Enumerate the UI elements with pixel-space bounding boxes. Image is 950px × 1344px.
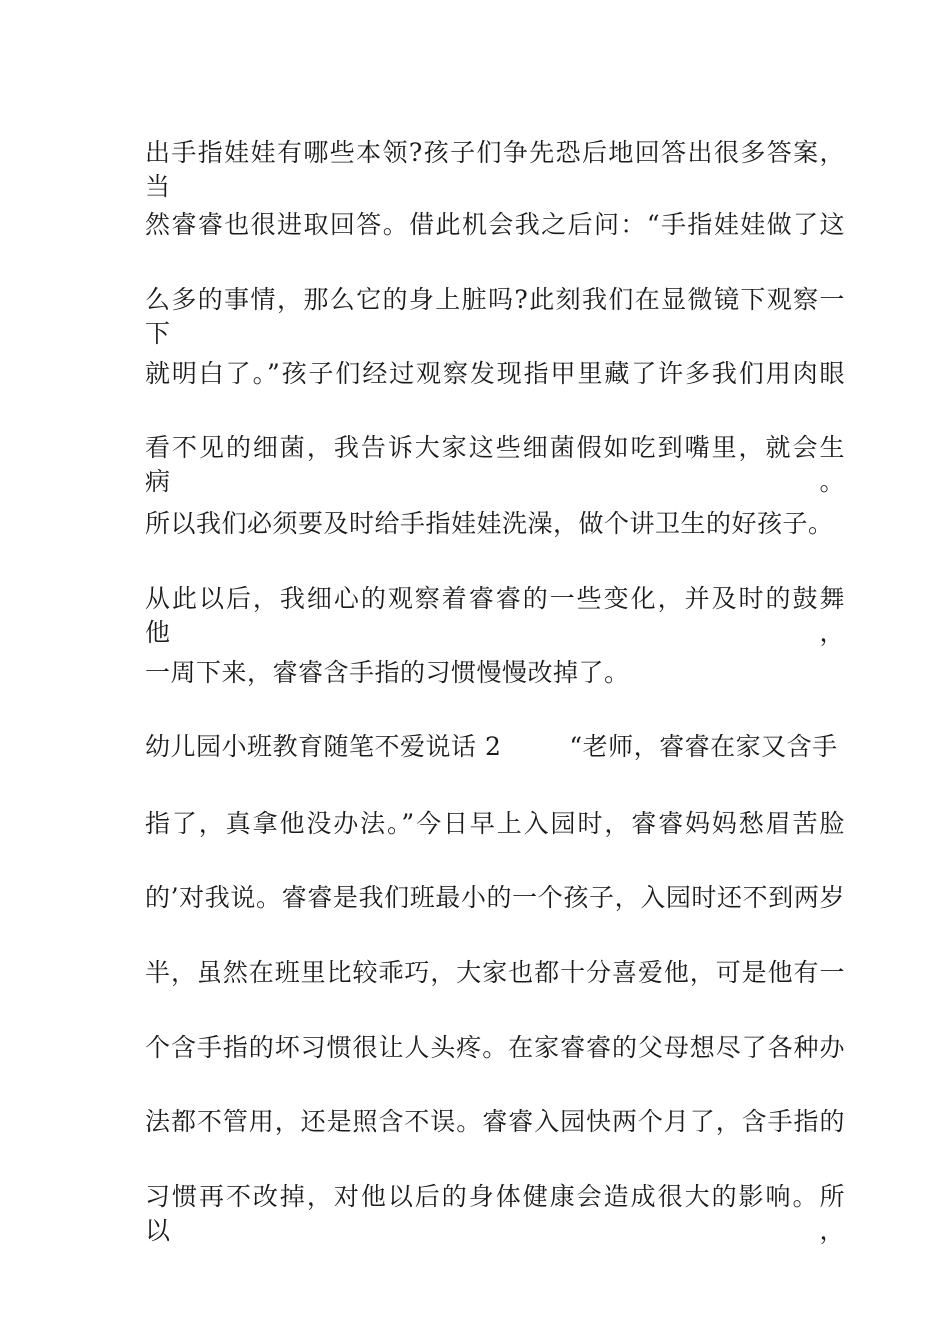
- text-line: 法都不管用，还是照含不误。睿睿入园快两个月了，含手指的: [145, 1107, 845, 1136]
- text-line: 所以我们必须要及时给手指娃娃洗澡，做个讲卫生的好孩子。: [145, 509, 834, 538]
- text-line: 指了，真拿他没办法。”今日早上入园时，睿睿妈妈愁眉苦脸: [145, 809, 845, 838]
- text-line: 习惯再不改掉，对他以后的身体健康会造成很大的影响。所以，: [145, 1182, 845, 1245]
- text-line: 的’对我说。睿睿是我们班最小的一个孩子，入园时还不到两岁: [145, 883, 845, 912]
- text-line: 就明白了。”孩子们经过观察发现指甲里藏了许多我们用肉眼: [145, 359, 845, 388]
- text-line: 一周下来，睿睿含手指的习惯慢慢改掉了。: [145, 658, 630, 687]
- heading-continuation: “老师，睿睿在家又含手: [569, 732, 838, 761]
- text-line: 从此以后，我细心的观察着睿睿的一些变化，并及时的鼓舞他，: [145, 584, 845, 647]
- text-line: 个含手指的坏习惯很让人头疼。在家睿睿的父母想尽了各种办: [145, 1033, 845, 1062]
- text-line: 出手指娃娃有哪些本领?孩子们争先恐后地回答出很多答案，当: [145, 138, 845, 201]
- section-heading: 幼儿园小班教育随笔不爱说话 2: [145, 732, 502, 761]
- text-line: 看不见的细菌，我告诉大家这些细菌假如吃到嘴里，就会生病。: [145, 433, 845, 496]
- text-line: 么多的事情，那么它的身上脏吗?此刻我们在显微镜下观察一下: [145, 285, 845, 348]
- text-line: 然睿睿也很进取回答。借此机会我之后问：“手指娃娃做了这: [145, 210, 845, 239]
- section-heading-line: [145, 730, 845, 764]
- text-line: 半，虽然在班里比较乖巧，大家也都十分喜爱他，可是他有一: [145, 958, 845, 987]
